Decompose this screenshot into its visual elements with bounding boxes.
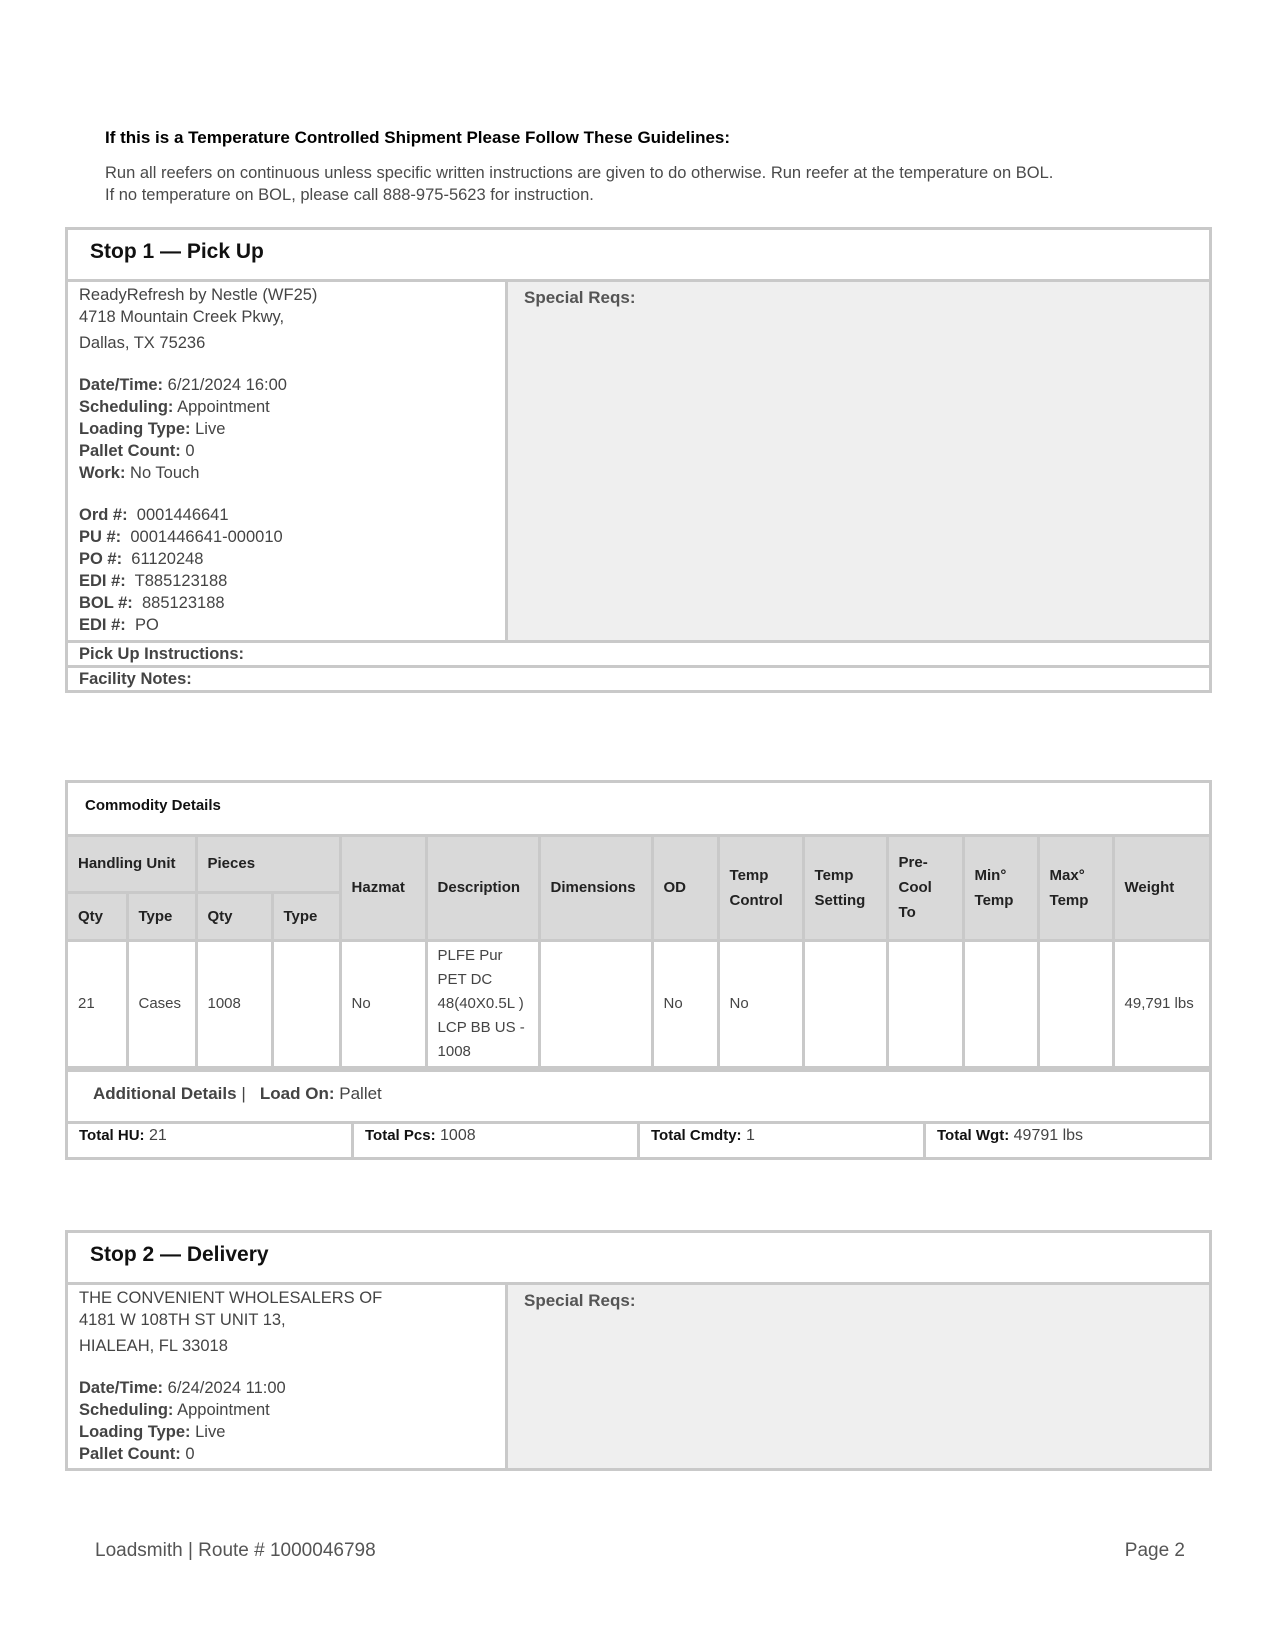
stop-2-address-line-2: HIALEAH, FL 33018 [79,1337,228,1355]
header-precool: Pre-Cool To [887,837,963,940]
stop-1-title: Stop 1 — Pick Up [68,230,1209,282]
cell-hazmat: No [340,940,426,1067]
stop-2-address-line-1: 4181 W 108TH ST UNIT 13, [79,1311,286,1329]
header-handling-unit: Handling Unit [68,837,196,892]
cell-temp-control: No [718,940,803,1067]
load-on-value: Pallet [339,1083,382,1103]
stop-2-title: Stop 2 — Delivery [68,1233,1209,1285]
stop-1-pallet-count: Pallet Count: 0 [79,442,195,460]
guidelines-line-2: If no temperature on BOL, please call 888-975-5623 for instruction. [105,186,594,204]
load-on-label: Load On: [259,1083,335,1103]
commodity-details-card [65,780,1212,1160]
header-pc-qty: Qty [196,892,272,940]
stop-2-loading-type: Loading Type: Live [79,1423,226,1441]
ref-po: PO #: 61120248 [79,550,204,568]
stop-1-datetime: Date/Time: 6/21/2024 16:00 [79,376,287,394]
header-hu-type: Type [127,892,196,940]
cell-description: PLFE Pur PET DC 48(40X0.5L ) LCP BB US - 1008 [426,940,539,1067]
stop-1-loading-type: Loading Type: Live [79,420,226,438]
stop-2-details [68,1285,508,1468]
stop-2-scheduling: Scheduling: Appointment [79,1401,270,1419]
total-cmdty: Total Cmdty: 1 [640,1124,926,1157]
header-dimensions: Dimensions [539,837,652,940]
stop-2-datetime: Date/Time: 6/24/2024 11:00 [79,1379,286,1397]
commodity-title: Commodity Details [68,783,1209,837]
header-min-temp: Min° Temp [963,837,1038,940]
cell-pc-qty: 1008 [196,940,272,1067]
header-hu-qty: Qty [68,892,127,940]
stop-2-pallet-count: Pallet Count: 0 [79,1445,195,1463]
cell-pc-type [272,940,340,1067]
total-wgt: Total Wgt: 49791 lbs [937,1126,1084,1144]
header-pieces: Pieces [196,837,340,892]
stop-1-scheduling: Scheduling: Appointment [79,398,270,416]
cell-temp-setting [803,940,887,1067]
header-temp-control: Temp Control [718,837,803,940]
stop-2-card [65,1230,1212,1471]
total-pcs: Total Pcs: 1008 [354,1124,640,1157]
header-temp-setting: Temp Setting [803,837,887,940]
stop-2-special-reqs: Special Reqs: [508,1285,1209,1468]
additional-details: Additional Details | Load On: Pallet [68,1069,1209,1121]
total-hu: Total HU: 21 [68,1124,354,1157]
ref-edi: EDI #: T885123188 [79,572,228,590]
cell-weight: 49,791 lbs [1113,940,1209,1067]
commodity-table [68,837,1209,1069]
additional-details-label: Additional Details [93,1083,237,1103]
ref-ord: Ord #: 0001446641 [79,506,229,524]
page-footer [95,1540,1185,1562]
pickup-instructions: Pick Up Instructions: [68,640,1209,665]
stop-1-address-line-2: Dallas, TX 75236 [79,334,206,352]
stop-1-address-line-1: 4718 Mountain Creek Pkwy, [79,308,285,326]
stop-2-facility-name: THE CONVENIENT WHOLESALERS OF [79,1289,383,1307]
temperature-guidelines [105,128,1195,206]
stop-1-work: Work: No Touch [79,464,200,482]
header-weight: Weight [1113,837,1209,940]
cell-precool [887,940,963,1067]
ref-edi-2: EDI #: PO [79,616,159,634]
stop-1-card [65,227,1212,693]
cell-hu-type: Cases [127,940,196,1067]
stop-1-special-reqs: Special Reqs: [508,282,1209,640]
cell-min-temp [963,940,1038,1067]
header-pc-type: Type [272,892,340,940]
cell-hu-qty: 21 [68,940,127,1067]
cell-od: No [652,940,718,1067]
header-max-temp: Max° Temp [1038,837,1113,940]
ref-bol: BOL #: 885123188 [79,594,225,612]
guidelines-line-1: Run all reefers on continuous unless specific written instructions are given to do otherwise. Run reefer at the temperature on BOL. [105,164,1054,182]
guidelines-title: If this is a Temperature Controlled Shipment Please Follow These Guidelines: [105,128,731,147]
header-description: Description [426,837,539,940]
footer-route: Loadsmith | Route # 1000046798 [95,1540,376,1561]
cell-max-temp [1038,940,1113,1067]
ref-pu: PU #: 0001446641-000010 [79,528,283,546]
header-hazmat: Hazmat [340,837,426,940]
facility-notes: Facility Notes: [68,665,1209,690]
cell-dimensions [539,940,652,1067]
footer-page-number: Page 2 [1124,1540,1185,1561]
stop-1-details [68,282,508,640]
header-od: OD [652,837,718,940]
stop-1-facility-name: ReadyRefresh by Nestle (WF25) [79,286,318,304]
totals-row [68,1121,1209,1157]
table-row [68,940,1209,1067]
